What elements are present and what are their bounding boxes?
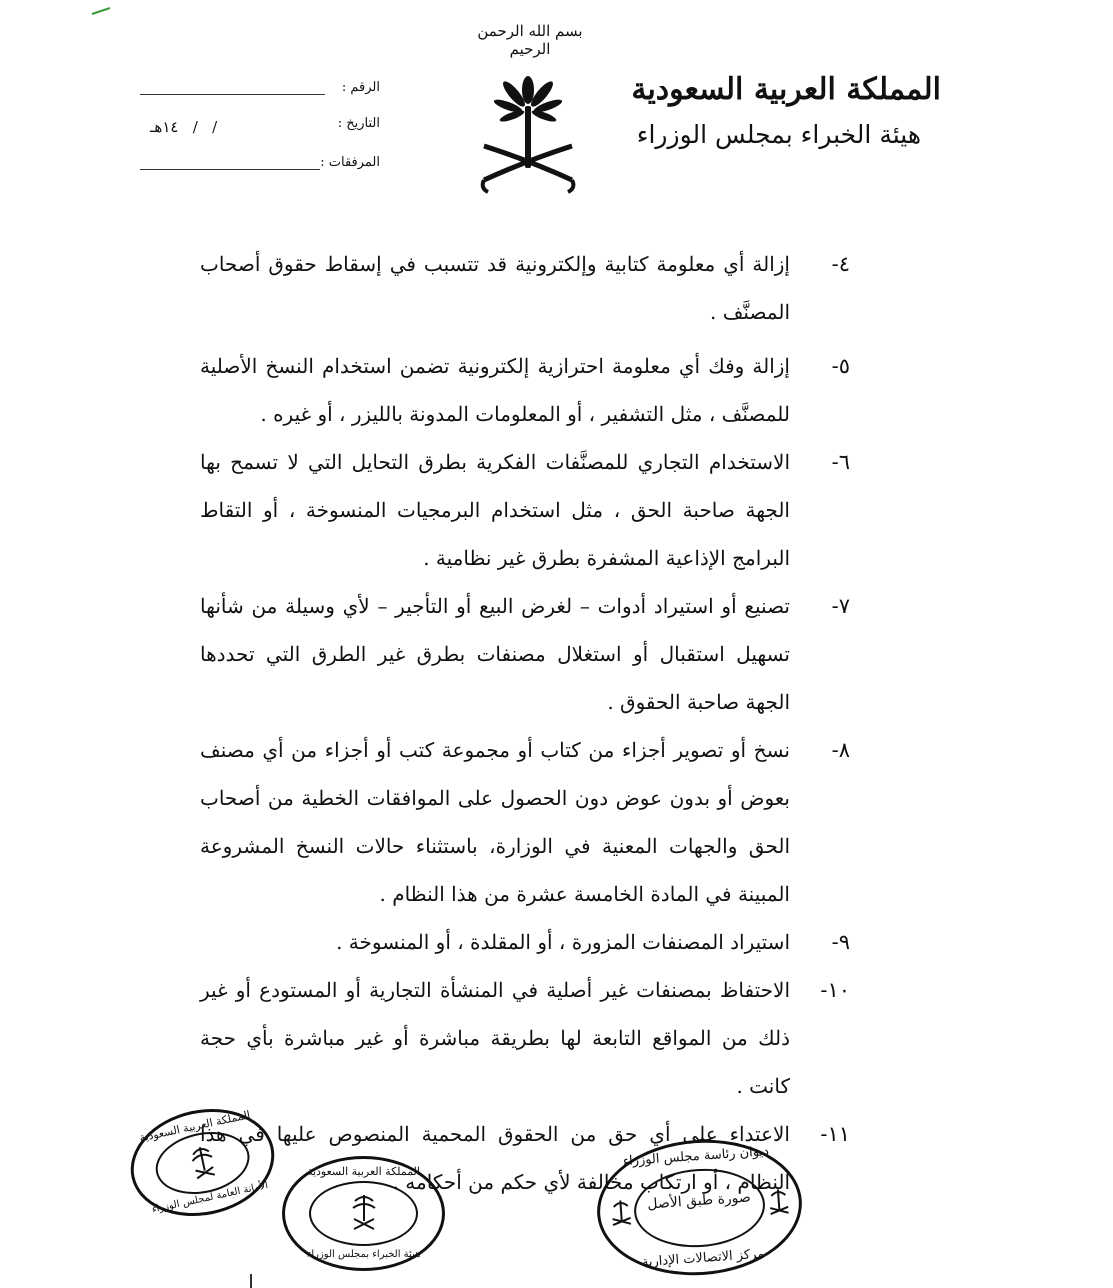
stamp-outer-text: ديوان رئاسة مجلس الوزراء [622, 1144, 770, 1170]
item-number: ١٠- [820, 978, 850, 1002]
attachments-label: المرفقات : [320, 155, 380, 170]
date-label: التاريخ : [337, 116, 380, 131]
stamp-emblem-icon [609, 1198, 633, 1231]
list-item [200, 582, 850, 726]
kingdom-title: المملكة العربية السعودية [631, 72, 941, 107]
item-text: الاستخدام التجاري للمصنَّفات الفكرية بطرق التحايل التي لا تسمح بها الجهة صاحبة الحق ، مثل استخدام البرمجيات المنسوخة ، أو التقاط البرامج الإذاعية المشفرة بطرق غير نظامية . [200, 450, 790, 570]
item-text: الاعتداء على أي حق من الحقوق المحمية المنصوص عليها في هذا النظام ، أو ارتكاب مخالفة لأي حكم من أحكامه . [200, 1122, 790, 1194]
list-item [200, 726, 850, 918]
basmala: بسم الله الرحمن الرحيم [477, 22, 583, 58]
stamp-inner-text: الأمانة العامة لمجلس الوزراء [150, 1180, 270, 1216]
item-text: تصنيع أو استيراد أدوات – لغرض البيع أو التأجير – لأي وسيلة من شأنها تسهيل استقبال أو استغلال مصنفات بطرق غير الطرق التي تحددها الجهة صاحبة الحقوق . [200, 594, 790, 714]
list-item [200, 342, 850, 438]
stamp-emblem-icon [351, 1191, 377, 1235]
violations-list [200, 240, 850, 1206]
official-stamp-experts-commission [282, 1156, 445, 1271]
item-number: ٤- [831, 252, 850, 276]
item-text: استيراد المصنفات المزورة ، أو المقلدة ، أو المنسوخة . [336, 930, 790, 954]
item-text: الاحتفاظ بمصنفات غير أصلية في المنشأة التجارية أو المستودع أو غير ذلك من المواقع التابعة لها بطريقة مباشرة أو غير مباشرة بأي حجة كانت . [200, 978, 790, 1098]
reference-line [140, 93, 325, 95]
date-value: / / ١٤هـ [150, 118, 218, 136]
list-item [200, 240, 850, 336]
item-number: ٥- [831, 354, 850, 378]
official-stamp-general-secretariat [121, 1096, 285, 1229]
stamp-emblem-icon [767, 1187, 791, 1220]
item-number: ٨- [831, 738, 850, 762]
official-stamp-cabinet-presidency [593, 1133, 807, 1282]
list-item [200, 918, 850, 966]
stamp-outer-text: المملكة العربية السعودية [307, 1165, 420, 1178]
stamp-inner-text: هيئة الخبراء بمجلس الوزراء [306, 1249, 421, 1260]
list-item [200, 966, 850, 1110]
stamp-middle-text: صورة طبق الأصل [646, 1189, 752, 1213]
item-number: ٩- [831, 930, 850, 954]
item-text: إزالة أي معلومة كتابية وإلكترونية قد تتسبب في إسقاط حقوق أصحاب المصنَّف . [200, 252, 790, 324]
stamp-outer-text: المملكة العربية السعودية [138, 1108, 252, 1145]
item-number: ٧- [831, 594, 850, 618]
item-text: نسخ أو تصوير أجزاء من كتاب أو مجموعة كتب أو أجزاء من أي مصنف بعوض أو بدون عوض دون الحصول على الموافقات الخطية من أصحاب الحق والجهات المعنية في الوزارة، باستثناء حالات النسخ المشروعة المبينة في المادة الخامسة عشرة من هذا النظام . [200, 738, 790, 906]
list-item [200, 438, 850, 582]
reference-label: الرقم : [341, 80, 380, 95]
item-number: ٦- [831, 450, 850, 474]
page-margin-mark [250, 1274, 252, 1288]
attachments-line [140, 168, 320, 170]
item-text: إزالة وفك أي معلومة احترازية إلكترونية تضمن استخدام النسخ الأصلية للمصنَّف ، مثل التشفير ، أو المعلومات المدونة بالليزر ، أو غيره . [200, 354, 790, 426]
item-number: ١١- [820, 1122, 850, 1146]
scan-edge-mark [90, 0, 112, 8]
authority-title: هيئة الخبراء بمجلس الوزراء [636, 120, 921, 149]
saudi-emblem-icon [478, 68, 578, 200]
stamp-inner-text: مركز الاتصالات الإدارية [641, 1246, 765, 1271]
